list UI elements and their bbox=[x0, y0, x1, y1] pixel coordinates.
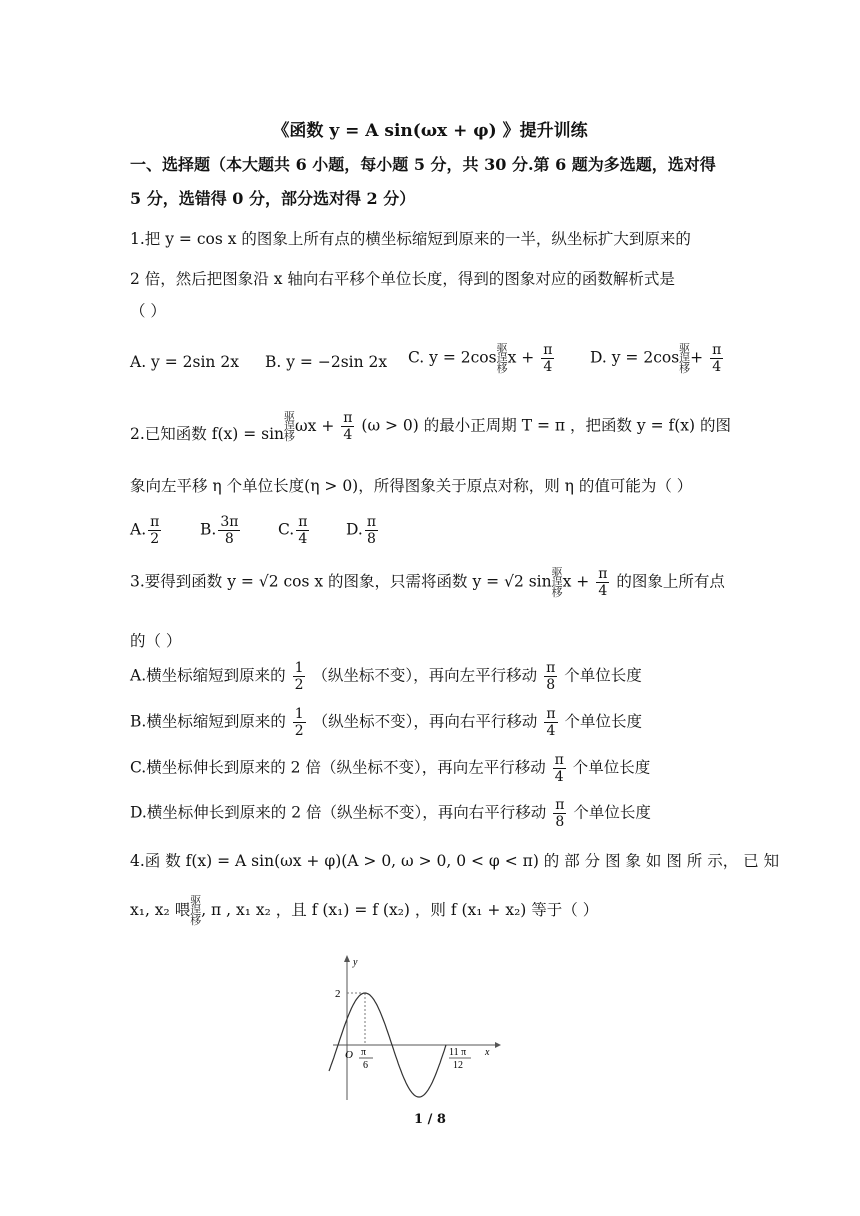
q2-options bbox=[130, 514, 735, 554]
q3-stem-mid: x + bbox=[562, 572, 590, 591]
y-axis-label: y bbox=[353, 957, 358, 968]
q1-stem-line-2: 2 倍，然后把图象沿 x 轴向右平移个单位长度，得到的图象对应的函数解析式是 bbox=[130, 270, 675, 288]
q2-stem-mid: ωx + bbox=[295, 416, 335, 435]
q3-stem-line-2: 的（ ） bbox=[130, 632, 182, 650]
glyph-artifact: 驱 逞 栘 bbox=[679, 341, 691, 375]
q2-option-b: B. $\frac{3\pi}{8}$ bbox=[200, 514, 239, 547]
q1-stem-line-1: 1.把 y = cos x 的图象上所有点的横坐标缩短到原来的一半，纵坐标扩大到原来的 bbox=[130, 230, 691, 248]
q1-options bbox=[130, 342, 735, 382]
q3-option-b-mid: （纵坐标不变），再向右平行移动 bbox=[312, 712, 538, 731]
fraction: $\frac{\pi}{4}$ bbox=[712, 342, 722, 375]
q3-stem-suffix: 的图象上所有点 bbox=[616, 572, 725, 591]
q3-stem-line-1 bbox=[130, 566, 735, 606]
q3-option-d bbox=[130, 797, 735, 833]
q3-option-d-suffix: 个单位长度 bbox=[573, 803, 651, 822]
glyph-artifact: 驱 逞 栘 bbox=[190, 894, 202, 927]
q3-option-b-text: B.横坐标缩短到原来的 bbox=[130, 712, 286, 731]
q1-option-d bbox=[590, 342, 725, 375]
q3-option-c bbox=[130, 752, 735, 788]
q3-stem-prefix: 3.要得到函数 y = √2 cos x 的图象，只需将函数 y = √2 sin bbox=[130, 572, 552, 591]
fraction: $\frac{3\pi}{8}$ bbox=[220, 514, 239, 547]
glyph-artifact: 驱 逞 栘 bbox=[551, 565, 563, 599]
fraction: $\frac{1}{2}$ bbox=[294, 706, 304, 739]
tick-pi-6-num: π bbox=[361, 1047, 367, 1058]
q1-option-d-prefix: D. y = 2cos bbox=[590, 348, 680, 367]
glyph-artifact: 驱 逞 栘 bbox=[496, 341, 508, 375]
q1-option-c-suffix: x + bbox=[507, 348, 535, 367]
q3-option-c-suffix: 个单位长度 bbox=[572, 758, 651, 777]
fraction: $\frac{\pi}{8}$ bbox=[555, 797, 565, 830]
tick-11pi-12-den: 12 bbox=[453, 1060, 463, 1071]
section-heading-line-1: 一、选择题（本大题共 6 小题，每小题 5 分，共 30 分.第 6 题为多选题，选对得 bbox=[130, 155, 716, 174]
page-number: 1 / 8 bbox=[414, 1112, 446, 1127]
q4-stem-line-1: 4.函 数 f(x) = A sin(ωx + φ)(A > 0, ω > 0, 0 < φ < π) 的 部 分 图 象 如 图 所 示， 已 知 bbox=[130, 852, 780, 870]
tick-pi-6-den: 6 bbox=[363, 1060, 368, 1071]
q3-option-b bbox=[130, 706, 735, 742]
x-axis-arrow bbox=[495, 1042, 501, 1048]
q3-option-a bbox=[130, 660, 735, 696]
q1-option-b: B. y = −2sin 2x bbox=[265, 353, 388, 371]
tick-11pi-12-num: 11 π bbox=[449, 1047, 467, 1058]
fraction: $\frac{\pi}{8}$ bbox=[546, 660, 556, 693]
q3-option-a-text: A.横坐标缩短到原来的 bbox=[130, 666, 286, 685]
fraction: $\frac{\pi}{4}$ bbox=[554, 752, 564, 785]
q3-option-d-text: D.横坐标伸长到原来的 2 倍（纵坐标不变），再向右平行移动 bbox=[130, 803, 547, 822]
fraction: $\frac{\pi}{4}$ bbox=[343, 410, 353, 443]
fraction: $\frac{\pi}{4}$ bbox=[546, 706, 556, 739]
y-axis-arrow bbox=[344, 955, 350, 962]
fraction: $\frac{1}{2}$ bbox=[294, 660, 304, 693]
q4-stem-suffix: , π , x₁ x₂ ，且 f (x₁) = f (x₂) ，则 f (x₁ + x₂) 等于（ ） bbox=[201, 901, 599, 919]
fraction: $\frac{\pi}{4}$ bbox=[298, 514, 308, 547]
q2-option-d: D. $\frac{\pi}{8}$ bbox=[346, 514, 377, 547]
section-heading-line-2: 5 分，选错得 0 分，部分选对得 2 分） bbox=[130, 189, 416, 208]
page-title: 《函数 y = A sin(ωx + φ) 》提升训练 bbox=[272, 121, 588, 141]
fraction: $\frac{\pi}{2}$ bbox=[150, 514, 160, 547]
q1-option-d-suffix: + bbox=[690, 348, 704, 367]
q1-stem-line-3: （ ） bbox=[130, 302, 166, 320]
q3-option-a-suffix: 个单位长度 bbox=[564, 666, 642, 685]
q2-stem-suffix: (ω > 0) 的最小正周期 T = π ，把函数 y = f(x) 的图 bbox=[361, 416, 732, 435]
q4-stem-prefix: x₁, x₂ 喂 bbox=[130, 901, 191, 919]
q2-option-a: A. $\frac{\pi}{2}$ bbox=[130, 514, 160, 547]
q1-option-c-prefix: C. y = 2cos bbox=[408, 348, 497, 367]
sine-graph bbox=[325, 950, 505, 1110]
origin-label: O bbox=[345, 1049, 353, 1061]
q2-stem-line-1 bbox=[130, 410, 735, 450]
fraction: $\frac{\pi}{8}$ bbox=[366, 514, 377, 547]
q2-stem-line-2: 象向左平移 η 个单位长度(η > 0)，所得图象关于原点对称，则 η 的值可能为（ ） bbox=[130, 477, 693, 495]
amplitude-label: 2 bbox=[335, 988, 341, 1000]
q4-stem-line-2 bbox=[130, 896, 735, 936]
q2-stem-prefix: 2.已知函数 f(x) = sin bbox=[130, 424, 285, 443]
fraction: $\frac{\pi}{4}$ bbox=[598, 566, 608, 599]
glyph-artifact: 驱 逞 栘 bbox=[284, 409, 296, 443]
q3-option-c-text: C.横坐标伸长到原来的 2 倍（纵坐标不变），再向左平行移动 bbox=[130, 758, 546, 777]
q1-option-a: A. y = 2sin 2x bbox=[130, 353, 239, 371]
q2-option-c: C. $\frac{\pi}{4}$ bbox=[278, 514, 308, 547]
q3-option-a-mid: （纵坐标不变），再向左平行移动 bbox=[312, 666, 538, 685]
q1-option-c bbox=[408, 342, 556, 375]
x-axis-label: x bbox=[485, 1047, 490, 1058]
q3-option-b-suffix: 个单位长度 bbox=[564, 712, 642, 731]
fraction: $\frac{\pi}{4}$ bbox=[543, 342, 553, 375]
